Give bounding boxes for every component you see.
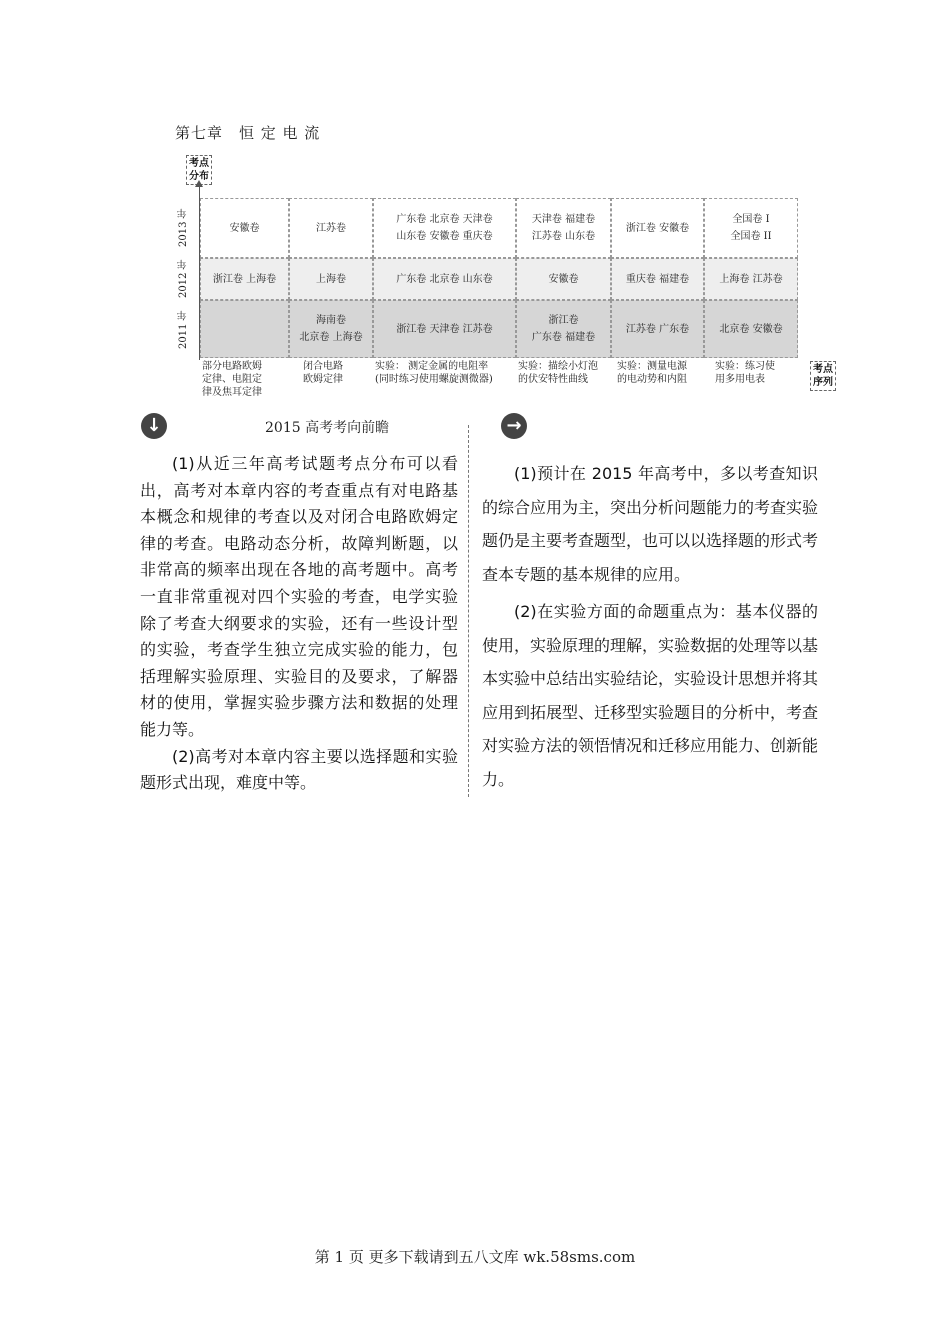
right-column — [482, 457, 818, 796]
down-arrow-circle-icon: ↓ — [141, 413, 167, 439]
x-axis-label: 考点 序列 — [810, 361, 836, 391]
topic-label: 实验：测量电源 的电动势和内阻 — [617, 361, 687, 385]
paragraph: (2)在实验方面的命题重点为：基本仪器的使用，实验原理的理解，实验数据的处理等以基本实验中总结出实验结论，实验设计思想并将其应用到拓展型、迁移型实验题目的分析中，考查对实验方法的领悟情况和迁移应用能力、创新能力。 — [482, 602, 819, 789]
paragraph: (1)从近三年高考试题考点分布可以看出，高考对本章内容的考查重点有对电路基本概念和规律的考查以及对闭合电路欧姆定律的考查。电路动态分析，故障判断题，以非常高的频率出现在各地的高考题中。高考一直非常重视对四个实验的考查，电学实验除了考查大纲要求的实验，还有一些设计型的实验，考查学生独立完成实验的能力，包括理解实验原理、实验目的及要求，了解器材的使用，掌握实验步骤方法和数据的处理能力等。 — [140, 454, 458, 739]
year-label-2013: 2013 年 — [178, 208, 189, 248]
row-2012 — [200, 258, 798, 300]
grid-cell: 浙江卷 上海卷 — [200, 258, 289, 300]
grid-cell: 浙江卷 安徽卷 — [611, 198, 704, 258]
grid-cell: 全国卷 I 全国卷 II — [704, 198, 798, 258]
y-axis-label: 考点 分布 — [186, 155, 212, 185]
row-2013 — [200, 198, 798, 258]
topic-label: 实验： 测定金属的电阻率 (同时练习使用螺旋测微器) — [375, 361, 493, 385]
grid-cell: 安徽卷 — [516, 258, 611, 300]
grid-cell: 江苏卷 广东卷 — [611, 300, 704, 358]
row-2011 — [200, 300, 798, 358]
year-label-2012: 2012 年 — [178, 259, 189, 299]
grid-cell: 浙江卷 天津卷 江苏卷 — [373, 300, 516, 358]
left-column — [140, 451, 458, 797]
topic-label: 部分电路欧姆 定律、电阻定 律及焦耳定律 — [202, 361, 262, 398]
grid-cell: 天津卷 福建卷 江苏卷 山东卷 — [516, 198, 611, 258]
grid-cell: 江苏卷 — [289, 198, 373, 258]
grid-cell — [200, 300, 289, 358]
right-arrow-circle-icon: → — [501, 413, 527, 439]
year-label-2011: 2011 年 — [178, 310, 189, 350]
topic-label: 闭合电路 欧姆定律 — [303, 361, 343, 385]
grid-cell: 北京卷 安徽卷 — [704, 300, 798, 358]
grid-cell: 安徽卷 — [200, 198, 289, 258]
forecast-heading: 2015 高考考向前瞻 — [265, 420, 390, 436]
topic-label: 实验：描绘小灯泡 的伏安特性曲线 — [518, 361, 598, 385]
topic-label: 实验：练习使 用多用电表 — [715, 361, 775, 385]
column-divider — [468, 425, 469, 797]
grid-cell: 浙江卷 广东卷 福建卷 — [516, 300, 611, 358]
grid-cell: 上海卷 — [289, 258, 373, 300]
paragraph: (2)高考对本章内容主要以选择题和实验题形式出现，难度中等。 — [140, 746, 458, 793]
page-footer: 第 1 页 更多下载请到五八文库 wk.58sms.com — [314, 1248, 636, 1266]
exam-distribution-grid — [200, 198, 798, 358]
grid-cell: 海南卷 北京卷 上海卷 — [289, 300, 373, 358]
grid-cell: 广东卷 北京卷 天津卷 山东卷 安徽卷 重庆卷 — [373, 198, 516, 258]
chapter-title: 第七章 恒 定 电 流 — [175, 124, 321, 142]
grid-cell: 重庆卷 福建卷 — [611, 258, 704, 300]
grid-cell: 上海卷 江苏卷 — [704, 258, 798, 300]
grid-cell: 广东卷 北京卷 山东卷 — [373, 258, 516, 300]
paragraph: (1)预计在 2015 年高考中，多以考查知识的综合应用为主，突出分析问题能力的考查实验题仍是主要考查题型，也可以以选择题的形式考查本专题的基本规律的应用。 — [482, 464, 819, 584]
